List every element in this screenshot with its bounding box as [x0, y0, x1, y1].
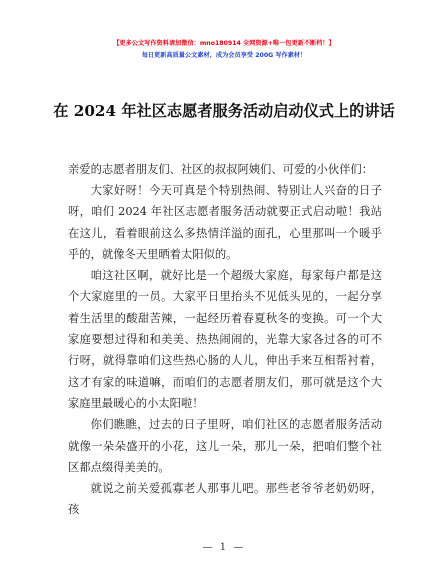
page-number: — 1 — — [202, 542, 246, 553]
document-title: 在 2024 年社区志愿者服务活动启动仪式上的讲话 — [53, 102, 395, 120]
promo-banner-line-1: 【更多公文写作资料请加微信：mno180914 全网资源+唯一包更新不断档！】 — [113, 40, 335, 47]
speech-body — [68, 180, 382, 521]
speech-paragraph-1: 大家好呀！今天可真是个特别热闹、特别让人兴奋的日子呀，咱们 2024 年社区志愿者服务活动就要正式启动啦！我站在这儿，看着眼前这么多热情洋溢的面孔，心里那叫一个暖乎乎的，就像冬天里晒着太阳似的。 — [68, 184, 382, 261]
speech-paragraph-3: 你们瞧瞧，过去的日子里呀，咱们社区的志愿者服务活动就像一朵朵盛开的小花，这儿一朵，那儿一朵，把咱们整个社区都点缀得美美的。 — [68, 418, 382, 474]
speech-greeting: 亲爱的志愿者朋友们、社区的叔叔阿姨们、可爱的小伙伴们： — [68, 163, 374, 176]
promo-banner-line-2: 每日更新高质量公文素材，成为会员享受 200G 写作素材！ — [141, 52, 307, 59]
speech-paragraph-2: 咱这社区啊，就好比是一个超级大家庭，每家每户都是这个大家庭里的一员。大家平日里抬头不见低头见的，一起分享着生活里的酸甜苦辣，一起经历着春夏秋冬的变换。可一个大家庭要想过得和和美美、热热闹闹的，光靠大家各过各的可不行呀，就得靠咱们这些热心肠的人儿，伸出手来互相帮衬着，这才有家的味道嘛，而咱们的志愿者朋友们，那可就是这个大家庭里最暖心的小太阳啦！ — [68, 269, 382, 410]
speech-paragraph-4: 就说之前关爱孤寡老人那事儿吧。那些老爷爷老奶奶呀，孩 — [68, 482, 382, 517]
